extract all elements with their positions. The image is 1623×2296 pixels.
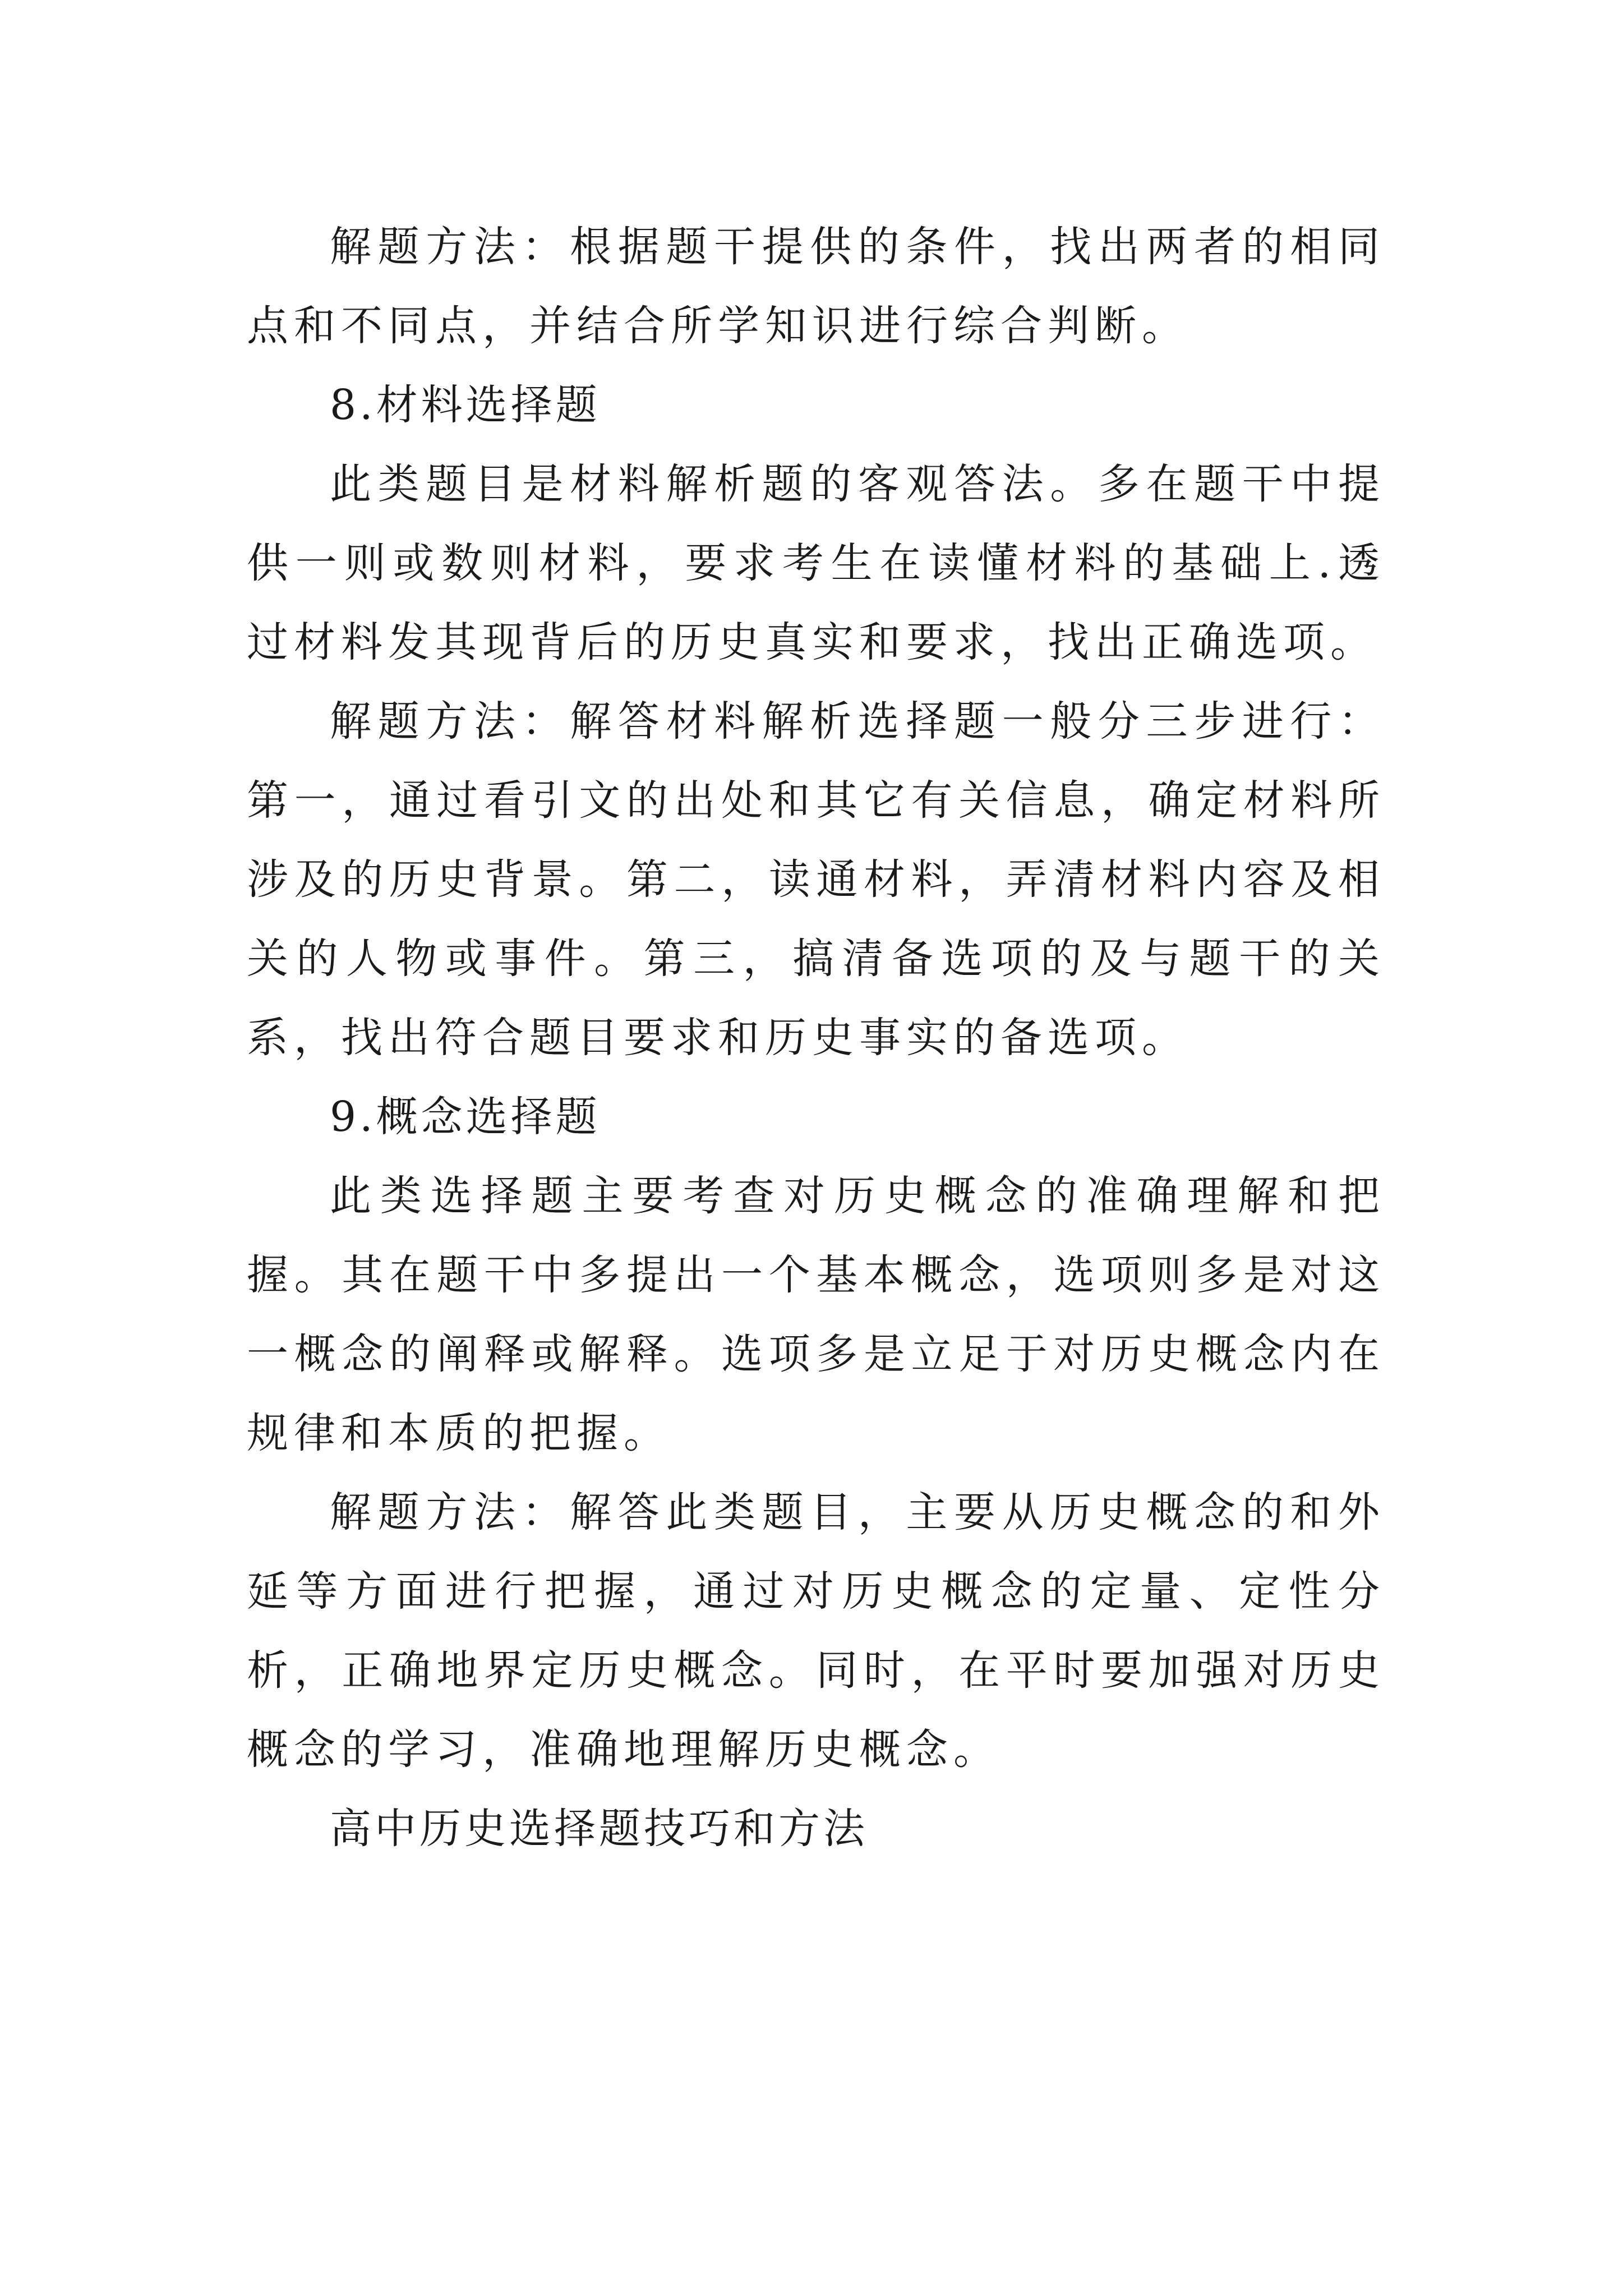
section-heading-concept-choice: 9.概念选择题 [330, 1093, 601, 1141]
document-body [247, 208, 1385, 1869]
paragraph-concept-choice-description: 此类选择题主要考查对历史概念的准确理解和把握。其在题干中多提出一个基本概念，选项则多是对这一概念的阐释或解释。选项多是立足于对历史概念内在规律和本质的把握。 [247, 1172, 1385, 1457]
paragraph-concept-choice-method: 解题方法：解答此类题目，主要从历史概念的和外延等方面进行把握，通过对历史概念的定量、定性分析，正确地界定历史概念。同时，在平时要加强对历史概念的学习，准确地理解历史概念。 [247, 1488, 1385, 1774]
paragraph-material-choice-description: 此类题目是材料解析题的客观答法。多在题干中提供一则或数则材料，要求考生在读懂材料的基础上.透过材料发其现背后的历史真实和要求，找出正确选项。 [247, 460, 1385, 666]
paragraph-material-choice-method: 解题方法：解答材料解析选择题一般分三步进行：第一，通过看引文的出处和其它有关信息，确定材料所涉及的历史背景。第二，读通材料，弄清材料内容及相关的人物或事件。第三，搞清备选项的及与题干的关系，找出符合题目要求和历史事实的备选项。 [247, 697, 1385, 1062]
section-heading-material-choice: 8.材料选择题 [330, 381, 601, 429]
section-heading-techniques: 高中历史选择题技巧和方法 [330, 1805, 868, 1853]
paragraph-solution-method-comparison: 解题方法：根据题干提供的条件，找出两者的相同点和不同点，并结合所学知识进行综合判断。 [247, 223, 1385, 350]
